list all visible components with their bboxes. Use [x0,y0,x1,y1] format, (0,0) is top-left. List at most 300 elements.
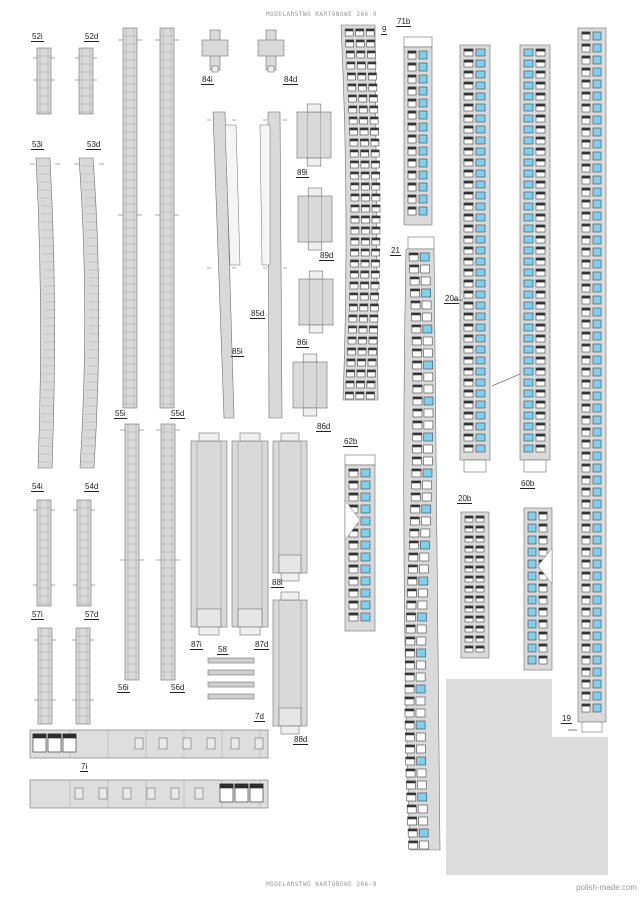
part-9-window-lintel [346,381,354,383]
part-9-window-lintel [361,282,369,284]
part-21-window [417,625,426,633]
part-9-window-lintel [372,183,380,185]
part-71b-window [419,123,427,131]
part-21-window [422,289,431,297]
part-19-window [593,524,601,532]
part-20a-left-window [476,423,485,430]
part-19-window [593,548,601,556]
part-21-window [417,649,426,657]
part-71b-window-lintel [408,183,416,185]
part-20a-right-window [524,291,533,298]
part-20b-window-lintel [465,526,473,528]
part-21-window [421,529,430,537]
part-21-window-lintel [407,589,416,591]
part-62b-window-lintel [349,601,358,603]
label-62b: 62b [344,437,358,446]
part-19-window-lintel [582,404,590,406]
part-21-window-lintel [412,481,421,483]
part-20b-window-lintel [465,576,473,578]
part-20a-left-window-lintel [464,93,473,95]
blank-panel-lower [446,737,608,875]
part-9-window-lintel [345,29,353,31]
part-9-window-lintel [371,150,379,152]
part-71b-window-lintel [408,123,416,125]
part-19-window-lintel [582,188,590,190]
part-21-window [424,373,433,381]
part-19-window [593,368,601,376]
part-9-window-lintel [350,150,358,152]
part-19-window-lintel [582,668,590,670]
part-20b-window-lintel [476,566,484,568]
part-7i-window [171,788,179,799]
part-9-window-lintel [359,337,367,339]
blank-panel-upper [446,679,552,741]
part-9-window-lintel [350,139,358,141]
label-52d: 52d [85,32,99,41]
part-60b-window [528,644,536,652]
part-20a-left-window [476,357,485,364]
part-21-window [419,577,428,585]
part-20a-left-window-lintel [464,368,473,370]
part-20a-right-window-lintel [536,357,545,359]
part-19-window [593,392,601,400]
part-9-window-lintel [367,370,375,372]
part-62b-window [361,481,370,489]
part-88i [273,441,307,573]
label-7d: 7d [255,712,264,721]
part-20a-right-window-lintel [536,49,545,51]
part-20a-right-window-lintel [536,71,545,73]
part-60b-window [528,584,536,592]
part-19-window-lintel [582,644,590,646]
part-19-window [593,440,601,448]
part-21-window-lintel [412,469,421,471]
part-58-bar [208,658,254,663]
part-21-window-lintel [405,661,414,663]
part-19-window-lintel [582,116,590,118]
part-9-window-lintel [351,216,359,218]
part-21-window-lintel [408,577,417,579]
part-84i-flap [202,40,228,56]
part-7d-window [231,738,239,749]
part-20a-right-window [524,60,533,67]
part-19-window [593,128,601,136]
part-19-window [593,248,601,256]
label-20a: 20a [445,294,459,303]
part-9-window-lintel [359,95,367,97]
part-62b-window-lintel [349,541,358,543]
part-19-window-lintel [582,416,590,418]
part-19-window [593,44,601,52]
part-9-window-lintel [348,84,356,86]
part-20b-window-lintel [476,556,484,558]
label-85i: 85i [232,347,243,356]
part-20b-window-lintel [476,616,484,618]
part-9-window-lintel [366,392,374,394]
part-7d-window [207,738,215,749]
part-20a-right-window [524,390,533,397]
part-20b-window-lintel [465,516,473,518]
part-89i-top [307,104,321,112]
part-89i [297,112,331,158]
part-19-window-lintel [582,224,590,226]
part-19-window [593,644,601,652]
part-87d-end [238,609,262,627]
part-20a-left-window [476,445,485,452]
part-20a-right-window [524,302,533,309]
part-20a-right-window-lintel [536,269,545,271]
part-7i-window [75,788,83,799]
part-20b-window-lintel [476,526,484,528]
part-20a-left-window-lintel [464,401,473,403]
part-20a-right-window [524,269,533,276]
part-21-window [418,793,427,801]
part-21-window-lintel [413,409,422,411]
part-20a-left-window [476,412,485,419]
part-9-window-lintel [351,227,359,229]
part-19-window [593,56,601,64]
part-88i-end [279,555,301,573]
part-9-window-lintel [361,183,369,185]
part-21-window [424,385,433,393]
part-9-window-lintel [367,51,375,53]
part-9-window-lintel [356,29,364,31]
part-20a-left-window-lintel [464,313,473,315]
part-20a-left-window [476,280,485,287]
part-19-window [593,320,601,328]
part-9-window-lintel [370,106,378,108]
part-21-window-lintel [405,721,414,723]
part-86i-top [309,271,323,279]
part-71b-window-lintel [408,99,416,101]
part-9-window-lintel [370,117,378,119]
part-19-window [593,152,601,160]
part-21-window-lintel [409,541,418,543]
part-89d-top [308,188,322,196]
part-60b-window-lintel [539,512,547,514]
part-20a-right-tab [524,460,546,472]
part-88d-end [279,708,301,726]
part-21-window [421,277,430,285]
part-19-window [593,572,601,580]
part-21-window-lintel [408,817,417,819]
part-20b-window-lintel [465,646,473,648]
label-57i: 57i [32,610,43,619]
part-9-window-lintel [348,95,356,97]
part-20b-window-lintel [476,646,484,648]
part-20a-left-window-lintel [464,445,473,447]
part-60b-window [528,608,536,616]
part-20a-left-window [476,291,485,298]
part-20a-left-window [476,258,485,265]
part-9-window-lintel [361,194,369,196]
part-60b-window-lintel [539,644,547,646]
part-21-window-lintel [412,349,421,351]
part-19-window-lintel [582,104,590,106]
part-9-window-lintel [361,260,369,262]
part-19-window [593,92,601,100]
part-19-window [593,452,601,460]
part-20a-left-window [476,368,485,375]
part-19-window [593,380,601,388]
part-21-window-lintel [410,529,419,531]
part-20a-left-window-lintel [464,225,473,227]
part-9-window-lintel [367,40,375,42]
part-19-window-lintel [582,212,590,214]
part-20a-left-window [476,203,485,210]
part-71b-window [419,159,427,167]
part-21-window-lintel [410,277,419,279]
part-19-window [593,212,601,220]
part-21-window [416,697,425,705]
part-21-window [417,637,426,645]
part-21-window [416,733,425,741]
part-71b-window [419,171,427,179]
part-20a-left-window [476,181,485,188]
part-20a-right-window-lintel [536,192,545,194]
part-55i [123,28,137,408]
part-20a-left-window [476,390,485,397]
part-71b-window-lintel [408,207,416,209]
part-21-window [420,841,429,849]
part-7i-window [147,788,155,799]
part-9-window-lintel [346,370,354,372]
part-9-window-lintel [356,40,364,42]
part-62b-window-lintel [349,481,358,483]
part-19-window-lintel [582,200,590,202]
label-57d: 57d [85,610,99,619]
part-21-window [417,769,426,777]
label-89i: 89i [297,168,308,177]
part-9-window-lintel [361,227,369,229]
part-58-bar [208,670,254,675]
part-20a-left-window-lintel [464,115,473,117]
part-20a-right-window [524,236,533,243]
part-19-window [593,680,601,688]
part-19-window-lintel [582,176,590,178]
part-71b-window [419,75,427,83]
part-21-window [424,361,433,369]
part-19-window-lintel [582,632,590,634]
part-20a-right-window-lintel [536,137,545,139]
part-20a-left-window-lintel [464,170,473,172]
part-9-window-lintel [371,293,379,295]
part-20a-left-window [476,269,485,276]
part-7i-opening-top [250,784,263,788]
part-20b-window-lintel [476,516,484,518]
part-20a-right-window [524,401,533,408]
part-20a-right-window-lintel [536,60,545,62]
part-7i-window [123,788,131,799]
part-60b-window [528,560,536,568]
part-9-window-lintel [371,271,379,273]
part-9-window-lintel [361,172,369,174]
part-20a-left-window [476,82,485,89]
part-84d-tab [268,66,274,72]
part-19-window [593,428,601,436]
part-21-window [424,445,433,453]
part-20a-left-window [476,170,485,177]
label-55i: 55i [115,409,126,418]
part-53i [36,158,55,468]
part-19-window-lintel [582,68,590,70]
part-21-window [424,421,433,429]
part-20b-window-lintel [476,546,484,548]
part-19-window-lintel [582,308,590,310]
part-9-window-lintel [371,139,379,141]
part-20a-left-window-lintel [464,71,473,73]
part-60b-window [528,632,536,640]
part-7d-window [183,738,191,749]
part-62b-window [361,565,370,573]
part-21-window-lintel [405,697,414,699]
part-19-window-lintel [582,680,590,682]
part-19-window-lintel [582,560,590,562]
part-9-window-lintel [371,161,379,163]
part-20b-window-lintel [476,636,484,638]
part-9-window-lintel [357,51,365,53]
part-21-window [419,565,428,573]
part-19-window-lintel [582,92,590,94]
part-20a-right-window [524,379,533,386]
part-20a-right-window [524,49,533,56]
part-19-window [593,68,601,76]
part-21-window [416,661,425,669]
part-21-window [421,517,430,525]
part-20b-window-lintel [465,546,473,548]
sheet-footer: MODELARSTWO KARTONOWE 206-9 [265,881,378,888]
part-20a-left-window [476,247,485,254]
part-20a-left-window [476,236,485,243]
part-20a-right-window [524,412,533,419]
part-19-window-lintel [582,548,590,550]
part-21-window [420,553,429,561]
part-19-window-lintel [582,428,590,430]
part-20a-left-window-lintel [464,357,473,359]
part-9-window-lintel [369,348,377,350]
part-19-window-lintel [582,80,590,82]
part-20b-window-lintel [465,586,473,588]
part-60b-window [528,596,536,604]
part-62b-window [361,601,370,609]
part-20a-right-window-lintel [536,203,545,205]
part-21-window [418,601,427,609]
part-19-window [593,164,601,172]
part-19-window [593,200,601,208]
part-20b-window-lintel [465,636,473,638]
part-20a-right-window [524,203,533,210]
part-20a-right-window-lintel [536,148,545,150]
part-20a-left-window-lintel [464,335,473,337]
part-21-window [420,541,429,549]
part-71b-window-lintel [408,63,416,65]
part-9-window-lintel [351,249,359,251]
part-20b-window-lintel [476,586,484,588]
part-20a-right-window-lintel [536,170,545,172]
part-60b-window [528,548,536,556]
part-21-window [416,709,425,717]
part-9-window-lintel [351,172,359,174]
part-9-window-lintel [349,304,357,306]
part-19-window [593,296,601,304]
part-60b-window [528,620,536,628]
part-9-window-lintel [361,249,369,251]
part-60b-window [528,512,536,520]
part-20a-left-window [476,159,485,166]
part-71b-window-lintel [408,111,416,113]
part-19-window [593,236,601,244]
sheet-header: MODELARSTWO KARTONOWE 206-9 [265,11,378,18]
part-7d-window [159,738,167,749]
part-19-window-lintel [582,392,590,394]
part-19-window [593,620,601,628]
part-21-window-lintel [408,829,417,831]
part-9-window-lintel [370,304,378,306]
part-21-window [424,409,433,417]
part-53d [79,158,99,468]
part-21-window [423,469,432,477]
part-19-window-lintel [582,536,590,538]
part-19-window [593,116,601,124]
label-89d: 89d [320,251,334,260]
part-9-window-lintel [370,315,378,317]
part-21-window [424,397,433,405]
part-21-window-lintel [410,265,419,267]
part-19-window [593,80,601,88]
part-60b-window-lintel [539,548,547,550]
part-21-window-lintel [412,337,421,339]
part-19-window-lintel [582,236,590,238]
label-54i: 54i [32,482,43,491]
part-9-window-lintel [372,205,380,207]
part-20a-right-window [524,324,533,331]
part-20a-right-window [524,115,533,122]
part-9-window-lintel [347,359,355,361]
part-9-window-lintel [356,381,364,383]
part-21-window-lintel [407,805,416,807]
part-19-window [593,476,601,484]
part-20a-left-window-lintel [464,269,473,271]
part-62b-window-lintel [349,493,358,495]
part-87i-tab2 [199,627,219,635]
part-9-window-lintel [361,271,369,273]
part-20b-window-lintel [476,536,484,538]
part-19-window-lintel [582,500,590,502]
part-20b-window-lintel [476,626,484,628]
part-20a-right-window-lintel [536,93,545,95]
part-19-window-lintel [582,152,590,154]
part-7d-opening-top [63,734,76,738]
part-20a-left-window [476,49,485,56]
part-20a-right-window [524,214,533,221]
part-9-window-lintel [369,84,377,86]
part-19-window [593,104,601,112]
part-19-window [593,32,601,40]
part-9-window-lintel [351,205,359,207]
part-19-window-lintel [582,488,590,490]
label-54d: 54d [85,482,99,491]
part-19-window-lintel [582,296,590,298]
part-7d-window [255,738,263,749]
part-19-window [593,632,601,640]
part-62b-window [361,469,370,477]
label-21: 21 [391,246,400,255]
part-71b-cap [404,37,432,47]
label-56i: 56i [118,683,129,692]
part-20a-left-window-lintel [464,280,473,282]
part-9-window-lintel [360,293,368,295]
part-60b-window [528,656,536,664]
